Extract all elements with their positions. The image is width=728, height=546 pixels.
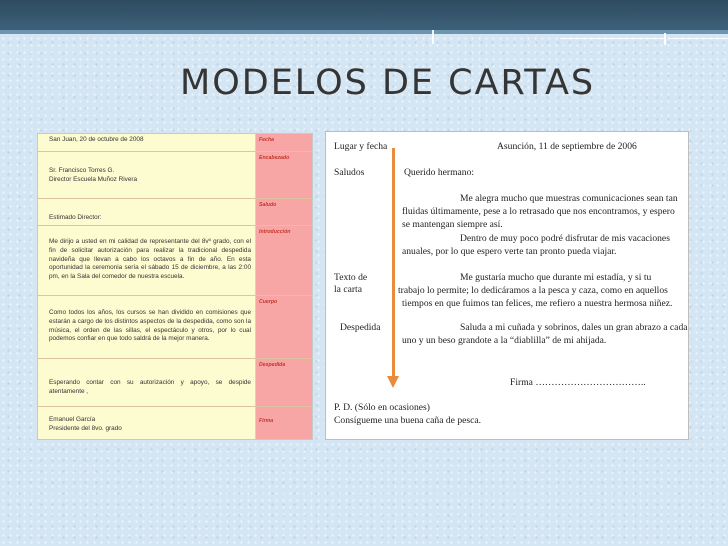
letter-line: se mantengan siempre así.	[402, 219, 503, 230]
label-saludos: Saludos	[334, 167, 365, 178]
postscript-text: Consígueme una buena caña de pesca.	[334, 415, 482, 426]
letter-greeting: Querido hermano:	[404, 167, 475, 178]
letter-signature: Firma ……………………………..	[510, 377, 646, 388]
letter-line: Me alegra mucho que muestras comunicaciones sean tan	[460, 193, 678, 204]
letter-part-label: Introducción	[256, 226, 312, 295]
letter-text: Esperando contar con su autorización y apoyo, se despide atentamente ,	[38, 359, 256, 406]
label-lugar-fecha: Lugar y fecha	[334, 141, 388, 152]
letter-part-label: Encabezado	[256, 152, 312, 198]
timeline-arrow	[392, 148, 395, 378]
informal-letter-image	[325, 131, 689, 440]
letter-row-cuerpo	[38, 296, 312, 358]
label-despedida: Despedida	[340, 322, 381, 333]
letter-part-label: Despedida	[256, 359, 312, 406]
header-band	[0, 0, 728, 30]
letter-row-introduccion	[38, 226, 312, 295]
letter-line: trabajo lo permite; lo dedicáramos a la pesca y caza, como en aquellos	[398, 285, 668, 296]
letter-text: Me dirijo a usted en mi calidad de representante del 8vº grado, con el fin de solicitar autorización para realizar la tradicional despedida navideña que llevan a cabo los octavos a fin de año. En esta oportunidad la ceremonia sería el sábado 15 de diciembre, a las 2:00 pm, en la Sala del comedor de nuestra escuela.	[38, 226, 256, 295]
formal-letter-image	[37, 133, 313, 440]
letter-part-label: Fecha	[256, 134, 312, 151]
letter-part-label: Firma	[256, 407, 312, 439]
letter-text: Estimado Director:	[38, 199, 256, 225]
slide-title: MODELOS DE CARTAS	[180, 63, 596, 103]
arrow-head-icon	[387, 376, 399, 388]
letter-text: San Juan, 20 de octubre de 2008	[38, 134, 256, 151]
letter-part-label: Saludo	[256, 199, 312, 225]
letter-date: Asunción, 11 de septiembre de 2006	[497, 141, 637, 152]
letter-part-label: Cuerpo	[256, 296, 312, 358]
letter-row-despedida	[38, 359, 312, 406]
letter-line: Me gustaría mucho que durante mi estadía, y si tu	[460, 272, 652, 283]
letter-line: anuales, por lo que espero verte tan pronto pueda viajar.	[402, 246, 617, 257]
letter-row-encabezado	[38, 152, 312, 198]
letter-line: uno y un beso grandote a la “diablilla” de mi ahijada.	[402, 335, 607, 346]
letter-text: Como todos los años, los cursos se han dividido en comisiones que estarán a cargo de los distintos aspectos de la despedida, como son la música, el orden de las sillas, el espectáculo y otros, por lo cual podemos confiar en que todo saldrá de la mejor manera.	[38, 296, 256, 358]
header-decoration	[432, 30, 728, 44]
letter-text: Sr. Francisco Torres G. Director Escuela Muñoz Rivera	[38, 152, 256, 198]
decorative-line	[668, 38, 728, 39]
letter-line: fluidas últimamente, pese a lo retrasado que nos encontramos, y espero	[402, 206, 675, 217]
letter-line: tiempos en que fuimos tan felices, me refiero a nuestra hermosa niñez.	[402, 298, 673, 309]
letter-row-saludo	[38, 199, 312, 225]
letter-line: Saluda a mi cuñada y sobrinos, dales un gran abrazo a cada	[460, 322, 688, 333]
letter-text: Emanuel García Presidente del 8vo. grado	[38, 407, 256, 439]
letter-row-fecha	[38, 134, 312, 151]
decorative-line	[560, 38, 664, 39]
label-texto-2: la carta	[334, 284, 362, 295]
letter-line: Dentro de muy poco podré disfrutar de mis vacaciones	[460, 233, 670, 244]
decorative-bar	[664, 33, 666, 45]
label-texto-1: Texto de	[334, 272, 368, 283]
postscript-label: P. D. (Sólo en ocasiones)	[334, 402, 430, 413]
letter-row-firma	[38, 407, 312, 439]
